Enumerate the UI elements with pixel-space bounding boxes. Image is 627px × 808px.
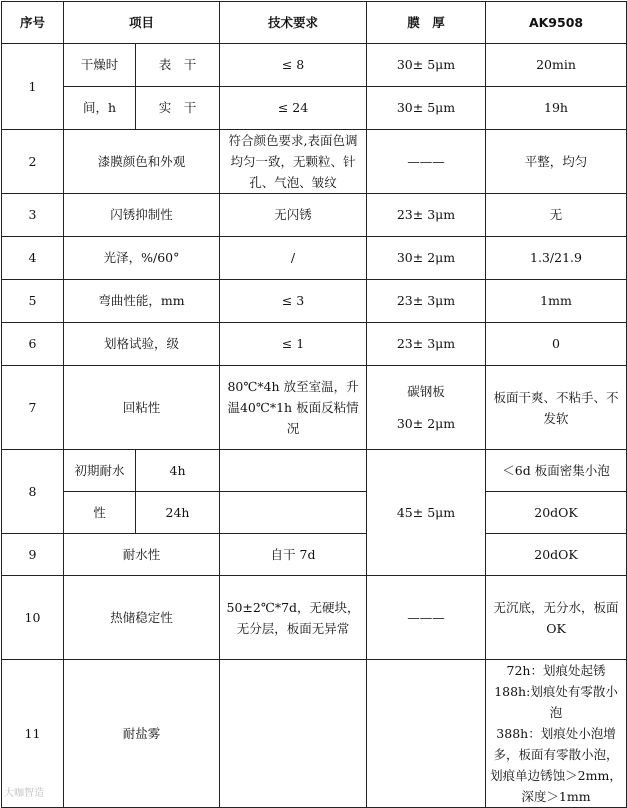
- table-row: [2, 280, 627, 323]
- header-item: 项目: [64, 2, 220, 44]
- row-subitem: 表 干: [136, 44, 220, 87]
- row-film: ———: [367, 130, 486, 194]
- row-film: 45± 5μm: [367, 450, 486, 576]
- row-film: 23± 3μm: [367, 323, 486, 366]
- row-no: 3: [2, 194, 64, 237]
- table-row: [2, 450, 627, 492]
- row-item: 划格试验，级: [64, 323, 220, 366]
- row-requirement: ≤ 24: [220, 87, 367, 130]
- table-row: [2, 130, 627, 194]
- salt-spray-line: 388h：划痕处小泡增多，板面有零散小泡，划痕单边锈蚀＞2mm，深度＞1mm: [490, 726, 622, 804]
- row-requirement: /: [220, 237, 367, 280]
- row-value: 1mm: [486, 280, 627, 323]
- header-product: AK9508: [486, 2, 627, 44]
- row-film: 30± 5μm: [367, 87, 486, 130]
- row-film: [367, 366, 486, 450]
- row-no: 9: [2, 534, 64, 576]
- row-requirement: 80℃*4h 放至室温，升温40℃*1h 板面反粘情况: [220, 366, 367, 450]
- row-film-substrate: 碳钢板: [407, 383, 445, 399]
- table-row: [2, 237, 627, 280]
- table-row: [2, 492, 627, 534]
- row-item: 闪锈抑制性: [64, 194, 220, 237]
- row-requirement: [220, 450, 367, 492]
- spec-table: [1, 1, 627, 808]
- row-no: 6: [2, 323, 64, 366]
- row-value: 20min: [486, 44, 627, 87]
- table-row: [2, 87, 627, 130]
- row-value: 板面干爽、不粘手、不发软: [486, 366, 627, 450]
- row-item-part: 性: [64, 492, 136, 534]
- row-no: 1: [2, 44, 64, 130]
- row-no: 8: [2, 450, 64, 534]
- row-no: 2: [2, 130, 64, 194]
- row-film-thickness: 30± 2μm: [396, 415, 456, 431]
- row-value: 无: [486, 194, 627, 237]
- row-item: 热储稳定性: [64, 576, 220, 660]
- row-requirement: 符合颜色要求,表面色调均匀一致，无颗粒、针孔、气泡、皱纹: [220, 130, 367, 194]
- row-requirement: [220, 660, 367, 808]
- header-no: 序号: [2, 2, 64, 44]
- row-requirement: [220, 492, 367, 534]
- row-film: [367, 660, 486, 808]
- salt-spray-line: 72h：划痕处起锈: [506, 663, 606, 678]
- table-row: [2, 660, 627, 808]
- row-no: 10: [2, 576, 64, 660]
- row-no: 4: [2, 237, 64, 280]
- row-value: 1.3/21.9: [486, 237, 627, 280]
- salt-spray-line: 188h:划痕处有零散小泡: [494, 684, 618, 720]
- row-subitem: 实 干: [136, 87, 220, 130]
- row-subitem: 4h: [136, 450, 220, 492]
- table-row: [2, 534, 627, 576]
- row-subitem: 24h: [136, 492, 220, 534]
- row-requirement: ≤ 1: [220, 323, 367, 366]
- row-no: 11: [2, 660, 64, 808]
- header-row: [2, 2, 627, 44]
- row-value: 20dOK: [486, 492, 627, 534]
- row-requirement: 50±2℃*7d，无硬块，无分层，板面无异常: [220, 576, 367, 660]
- table-row: [2, 44, 627, 87]
- row-requirement: ≤ 3: [220, 280, 367, 323]
- row-no: 5: [2, 280, 64, 323]
- row-value: ＜6d 板面密集小泡: [486, 450, 627, 492]
- table-row: [2, 576, 627, 660]
- table-row: [2, 194, 627, 237]
- row-requirement: ≤ 8: [220, 44, 367, 87]
- row-item-part: 干燥时: [64, 44, 136, 87]
- row-requirement: 无闪锈: [220, 194, 367, 237]
- header-film: 膜 厚: [367, 2, 486, 44]
- row-item: 耐水性: [64, 534, 220, 576]
- row-item: 耐盐雾: [64, 660, 220, 808]
- row-item-part: 间，h: [64, 87, 136, 130]
- row-film: 23± 3μm: [367, 280, 486, 323]
- row-item: 弯曲性能，mm: [64, 280, 220, 323]
- row-item-part: 初期耐水: [64, 450, 136, 492]
- watermark: 大咖智造: [4, 788, 44, 799]
- row-value: 无沉底，无分水，板面 OK: [486, 576, 627, 660]
- table-row: [2, 323, 627, 366]
- row-item: 回粘性: [64, 366, 220, 450]
- row-value: 0: [486, 323, 627, 366]
- row-value: [486, 660, 627, 808]
- header-requirement: 技术要求: [220, 2, 367, 44]
- row-film: ———: [367, 576, 486, 660]
- row-film: 30± 5μm: [367, 44, 486, 87]
- row-item: 漆膜颜色和外观: [64, 130, 220, 194]
- row-item: 光泽，%/60°: [64, 237, 220, 280]
- row-requirement: 自干 7d: [220, 534, 367, 576]
- row-no: 7: [2, 366, 64, 450]
- row-value: 19h: [486, 87, 627, 130]
- row-value: 平整，均匀: [486, 130, 627, 194]
- row-film: 23± 3μm: [367, 194, 486, 237]
- table-row: [2, 366, 627, 450]
- row-film: 30± 2μm: [367, 237, 486, 280]
- row-value: 20dOK: [486, 534, 627, 576]
